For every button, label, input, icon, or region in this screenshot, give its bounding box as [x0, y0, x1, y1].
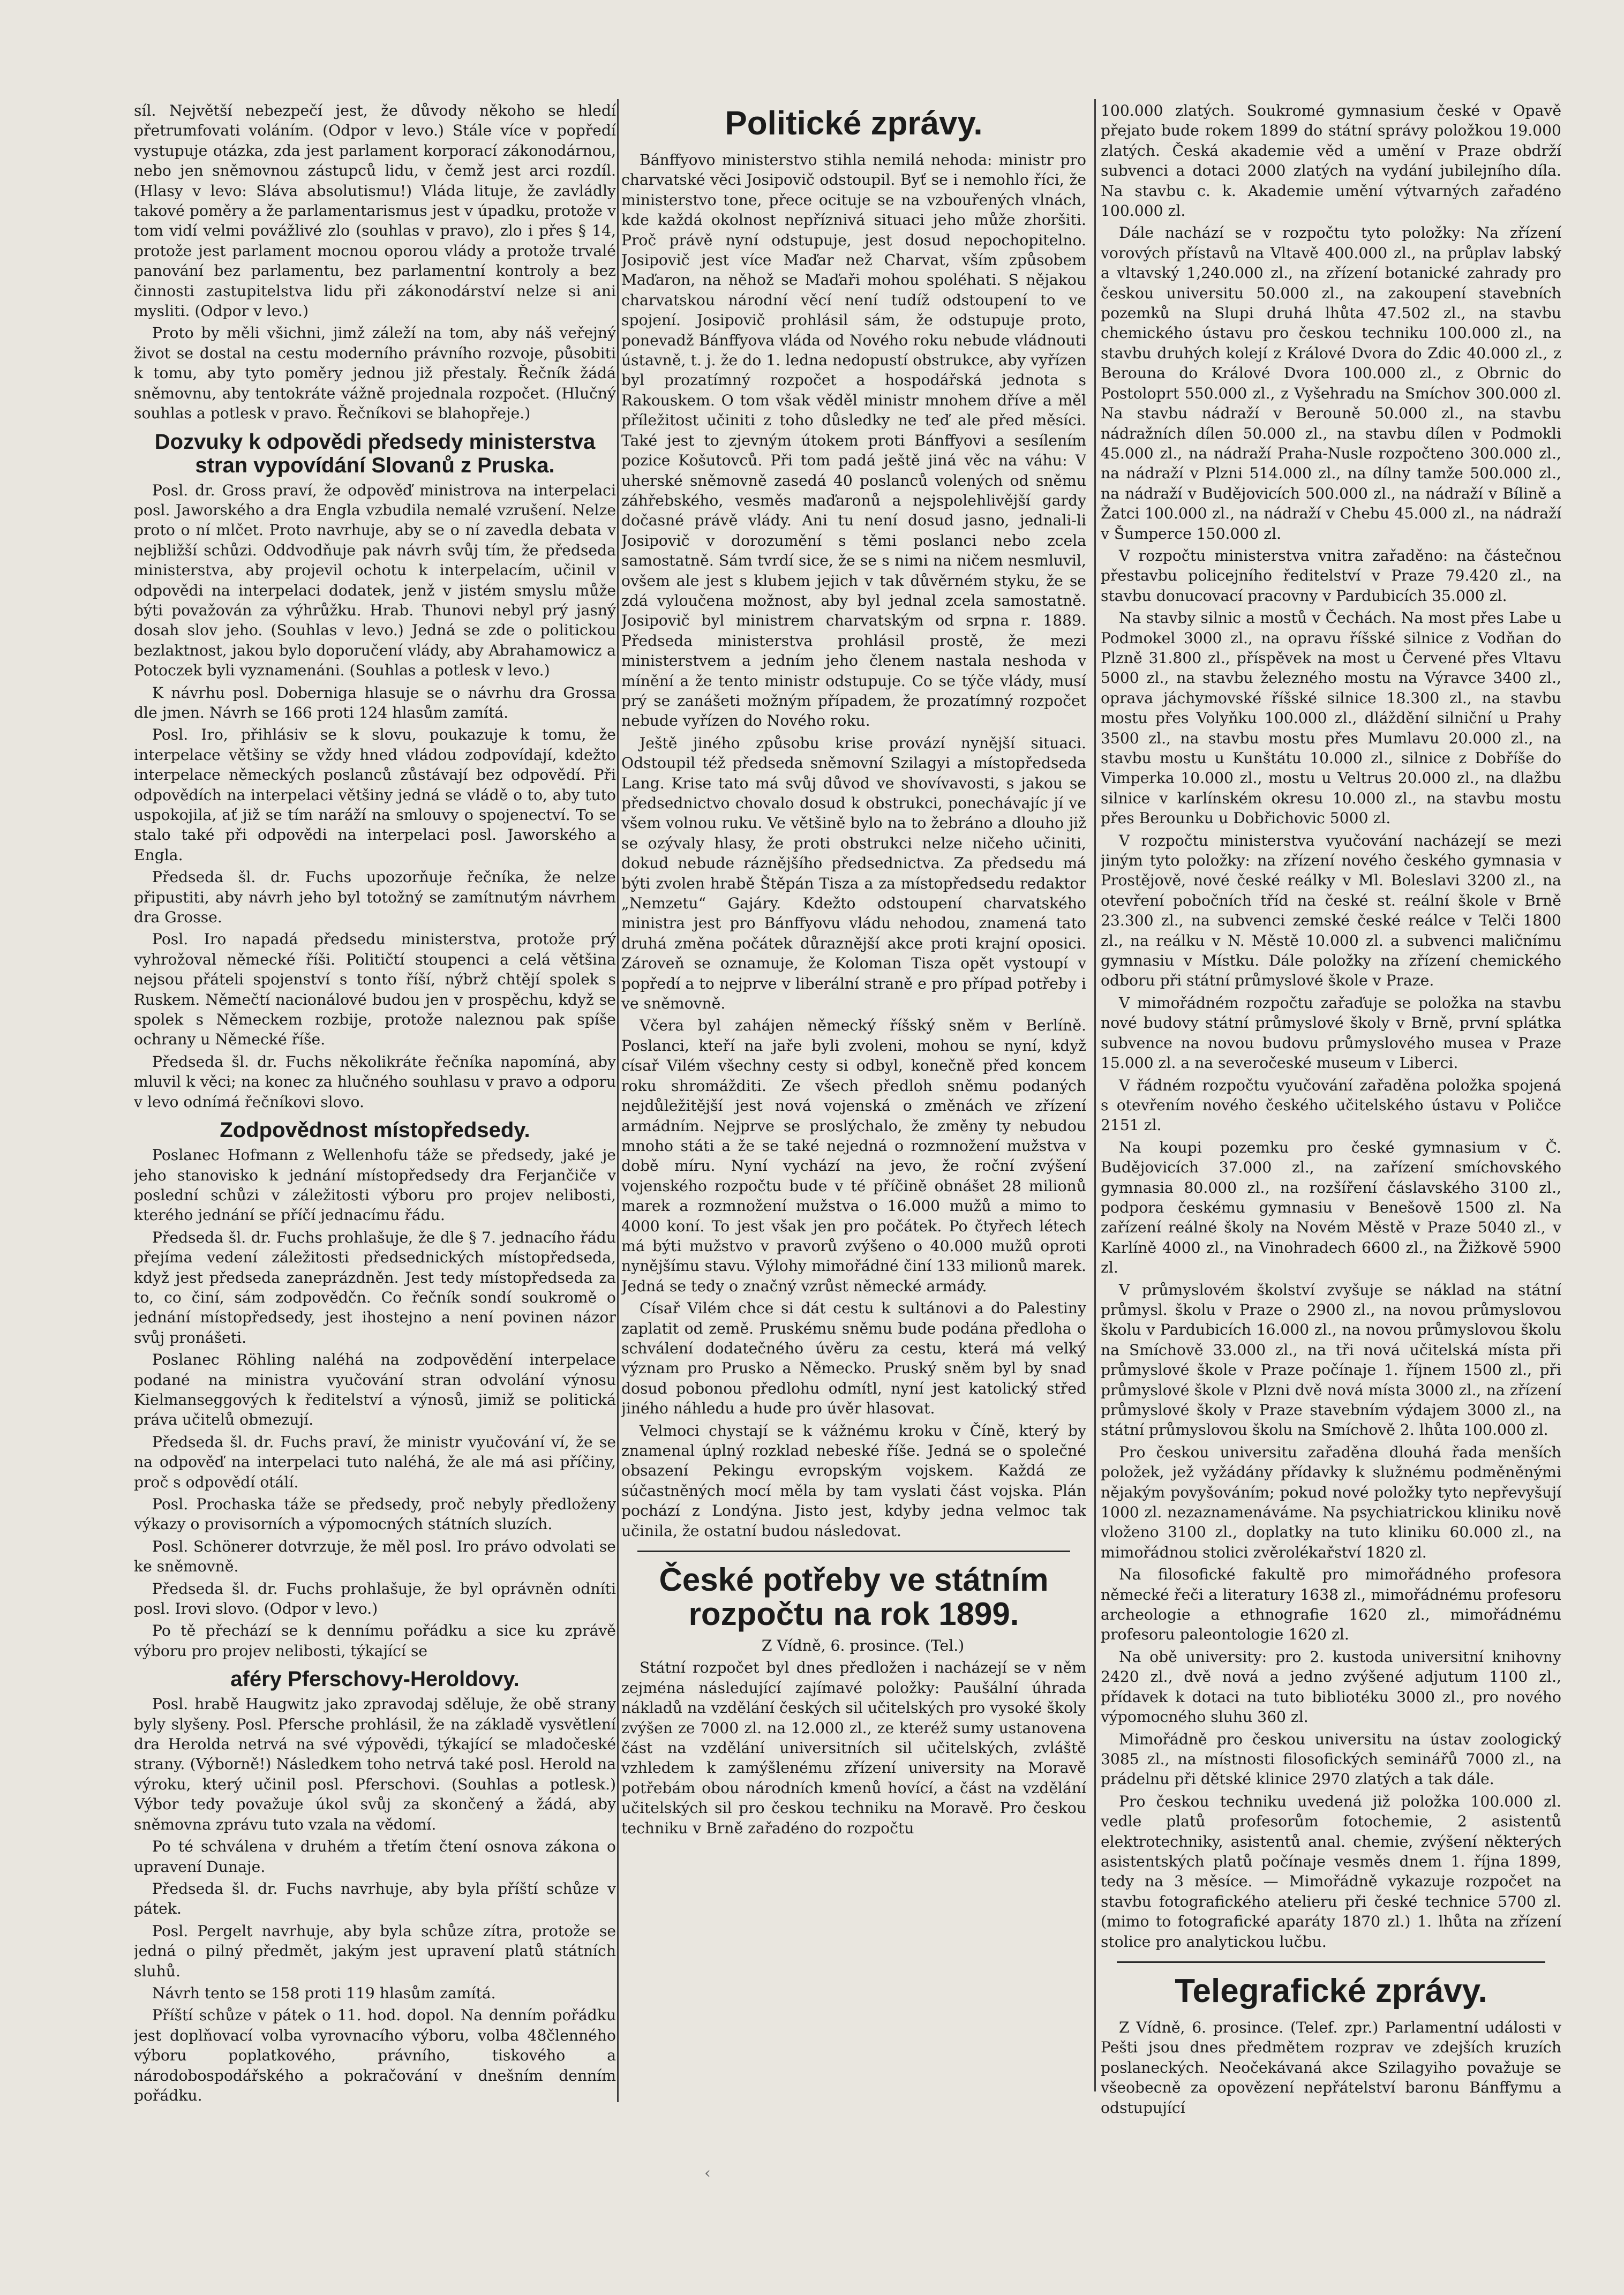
paragraph: V řádném rozpočtu vyučování zařaděna položka spojená s otevřením nového českého učitelského ústavu v Poličce 2151 zl.: [1101, 1076, 1561, 1134]
paragraph: K návrhu posl. Doberniga hlasuje se o návrhu dra Grossa dle jmen. Návrh se 166 proti 124 hlasům zamítá.: [134, 683, 616, 721]
section-heading: Dozvuky k odpovědi předsedy ministerstva stran vypovídání Slovanů z Pruska.: [154, 430, 596, 477]
paragraph: Proto by měli všichni, jimž záleží na tom, aby náš veřejný život se dostal na cestu moderního právního rozvoje, působiti k tomu, aby tyto poměry jednou již přestaly. Řečník žádá sněmovnu, aby tentokráte vážně projednala rozpočet. (Hlučný souhlas a potlesk v pravo. Řečníkovi se blahopřeje.): [134, 324, 616, 423]
column-rule: [617, 99, 619, 2102]
paragraph: Posl. Schönerer dotvrzuje, že měl posl. Iro právo odvolati se ke sněmovně.: [134, 1537, 616, 1576]
paragraph: Ještě jiného způsobu krise provází nynější situaci. Odstoupil též předseda sněmovní Szilagyi a místopředseda Lang. Krise tato má svůj důvod ve shovívavosti, s jakou se předsednictvo chovalo dosud k obstrukci, ponechávajíc jí ve všem volnou ruku. Ve většině bylo na to žebráno a dlouho již se ozývaly hlasy, že proti obstrukci nelze ničeho učiniti, dokud nebude ráznějšího předsednictva. Za předsedu má býti zvolen hrabě Štěpán Tisza a za místopředsedu redaktor „Nemzetu“ Gajáry. Kdežto odstoupení charvatského ministra jest pro Bánffyovu vládu nehodou, znamená tato druhá změna počátek důraznější akce proti krajní oposici. Zároveň se oznamuje, že Koloman Tisza opět vystoupí v popředí a to nejprve v liberální straně e pro případ potřeby i ve sněmovně.: [621, 734, 1086, 1013]
paragraph: Předseda šl. dr. Fuchs několikráte řečníka napomíná, aby mluvil k věci; na konec za hlučného souhlasu v pravo a odporu v levo odnímá řečníkovi slovo.: [134, 1052, 616, 1111]
paragraph: Posl. hrabě Haugwitz jako zpravodaj sděluje, že obě strany byly slyšeny. Posl. Pfersche prohlásil, že na základě vysvětlení dra Herolda netrvá na své výpovědi, týkající se mladočeské strany. (Výborně!) Následkem toho netrvá také posl. Herold na výroku, který učinil posl. Pferschovi. (Souhlas a potlesk.) Výbor tedy považuje úkol svůj za skončený a žádá, aby sněmovna zprávu tuto vzala na vědomí.: [134, 1695, 616, 1833]
paragraph: Velmoci chystají se k vážnému kroku v Číně, který by znamenal úplný rozklad nebeské říše. Jedná se o společné obsazení Pekingu evropským vojskem. Každá ze súčastněných mocí měla by tam vyslati část vojska. Plán pochází z Londýna. Jisto jest, kdyby jedna velmoc tak učinila, že ostatní budou následovat.: [621, 1421, 1086, 1540]
paragraph: V rozpočtu ministerstva vyučování nacházejí se mezi jiným tyto položky: na zřízení nového českého gymnasia v Prostějově, nové české reálky v Ml. Boleslavi 3200 zl., na otevření pobočních tříd na české st. reální škole v Brně 23.300 zl., na subvenci zemské české reálce v Telči 1800 zl., na reálku v N. Městě 10.000 zl. a subvenci maličnímu gymnasiu v Místku. Dále položky na zřízení chemického odboru při státní průmyslové škole v Praze.: [1101, 831, 1561, 990]
paragraph: Návrh tento se 158 proti 119 hlasům zamítá.: [152, 1984, 496, 2002]
paragraph: síl. Největší nebezpečí jest, že důvody někoho se hledí přetrumfovati voláním. (Odpor v levo.) Stále více v popředí vystupuje otázka, zda jest parlament korporací zákonodárnou, nebo jen sněmovnou zástupců lidu, v čemž jest arci rozdíl. (Hlasy v levo: Sláva absolutismu!) Vláda lituje, že zavládly takové poměry a že parlamentarismus jest v úpadku, protože v tom vidí velmi povážlivé zlo (souhlas v pravo), zlo i přes § 14, protože jest parlament mocnou oporou vlády a protože trvalé panování bez parlamentu, bez parlamentní kontroly a bez činnosti zastupitelstva lidu při zákonodárství nelze si ani mysliti. (Odpor v levo.): [134, 102, 616, 320]
section-separator: [1117, 1961, 1545, 1963]
paragraph: Předseda šl. dr. Fuchs prohlašuje, že dle § 7. jednacího řádu přejíma vedení záležitosti předsednických místopředseda, když jest předseda zaneprázdněn. Jest tedy místopředseda za to, co činí, sám zodpovědčn. Co řečník sondí soukromě o jednání místopředsedy, jest ihostejno a není povinen názor svůj pronášeti.: [134, 1228, 616, 1346]
paragraph: Po té schválena v druhém a třetím čtení osnova zákona o upravení Dunaje.: [134, 1838, 616, 1876]
paragraph: 100.000 zlatých. Soukromé gymnasium české v Opavě přejato bude rokem 1899 do státní správy položkou 19.000 zlatých. Česká akademie věd a umění v Praze obdrží subvenci a dotaci 2000 zlatých na vydání jubilejního díla. Na stavbu c. k. Akademie umění výtvarných zařadéno 100.000 zl.: [1101, 102, 1561, 220]
paragraph: Pro českou techniku uvedená již položka 100.000 zl. vedle platů profesorům fotochemie, 2 asistentů elektrotechniky, asistentů anal. chemie, zvýšení některých asistentských platů počínaje vesměs dnem 1. října 1899, tedy na 3 měsíce. — Mimořádně vykazuje rozpočet na stavbu fotografického atelieru při české technice 5700 zl. (mimo to fotografické aparáty 1870 zl.) 1. lhůta na zřízení stolice pro analytickou lučbu.: [1101, 1792, 1561, 1951]
paragraph: Předseda šl. dr. Fuchs prohlašuje, že byl oprávněn odníti posl. Irovi slovo. (Odpor v levo.): [134, 1579, 616, 1618]
paragraph: V průmyslovém školství zvyšuje se náklad na státní průmysl. školu v Praze o 2900 zl., na novou průmyslovou školu v Pardubicích 16.000 zl., na novou průmyslovou školu na Smíchově 33.000 zl., na tři nová učitelská místa při průmyslové škole v Praze počínaje 1. říjnem 1500 zl., při průmyslové škole v Plzni dvě nová místa 3000 zl., na zřízení průmyslové školy v Praze stavebním výdajem 3000 zl., na státní průmyslovou školu na Smíchově 2. lhůta 100.000 zl.: [1101, 1281, 1561, 1439]
dateline: Z Vídně, 6. prosince. (Tel.): [761, 1637, 965, 1655]
paragraph: Státní rozpočet byl dnes předložen i nacházejí se v něm zejména následující zajímavé položky: Paušální úhrada nákladů na vzdělání českých sil učitelských pro vysoké školy zvýšen ze 7000 zl. na 12.000 zl., ze kteréž sumy ustanovena část na vzdělání universitních sil učitelských, zvláště vzhledem k zamýšlenému zřízení university na Moravě potřebám obou národních kmenů hovící, a část na vzdělání učitelských sil pro českou techniku na Moravě. Pro českou techniku v Brně zařadéno do rozpočtu: [621, 1659, 1086, 1837]
paragraph: Posl. Iro napadá předsedu ministerstva, protože prý vyhrožoval německé říši. Političtí stoupenci a celá většina nejsou přáteli spojenství s tonto říší, nýbrž chtějí spolek s Ruskem. Němečtí nacionálové budou jen v prospěchu, když se spolek s Německem rozbije, protože naleznou pak spíše ochrany u Německé říše.: [134, 930, 616, 1049]
paragraph: Posl. Iro, přihlásiv se k slovu, poukazuje k tomu, že interpelace většiny se vždy hned vládou zodpovídají, kdežto interpelace německých poslanců zůstávají bez odpovědí. Při odpovědích na interpelaci většiny jedná se vládě o to, aby tuto uspokojila, ať již se tím naráží na smlouvy o spojenectví. To se stalo také při odpovědi na interpelaci posl. Jaworského a Engla.: [134, 726, 616, 864]
paragraph: Poslanec Röhling naléhá na zodpovědění interpelace podané na ministra vyučování stran odvolání výnosu Kielmanseggových k ředitelství a výnosů, jimiž se politická práva učitelů obmezují.: [134, 1351, 616, 1429]
section-title: Telegrafické zprávy.: [1175, 1972, 1487, 2010]
paragraph: Po tě přechází se k dennímu pořádku a sice ku zprávě výboru pro projev nelibosti, týkající se: [134, 1622, 616, 1660]
paragraph: Včera byl zahájen německý říšský sněm v Berlíně. Poslanci, kteří na jaře byli zvoleni, mohou se nyní, když císař Vilém všechny cesty si odbyl, konečně před koncem roku shromážditi. Ze všech předloh sněmu podaných nejdůležitější jest nová vojenská o změnách ve zřízení armádním. Nejprve se proslýchalo, že změny ty nebudou mnoho státi a že se také nejedná o rozmnožení mužstva v době míru. Nyní vychází na jevo, že roční zvýšení vojenského rozpočtu bude v té příčině obnášet 28 milionů marek a rozmnožení mužstva o 16.000 mužů a mimo to 4000 koní. To jest však jen pro počátek. Po čtyřech létech má býti mužstvo v pravorů zvýšeno o 40.000 mužů oproti nynějšímu stavu. Výlohy mimořádné činí 133 milionů marek. Jedná se tedy o značný vzrůst německé armády.: [621, 1017, 1086, 1295]
paragraph: Posl. Pergelt navrhuje, aby byla schůze zítra, protože se jedná o pilný předmět, jakým jest upravení platů státních sluhů.: [134, 1922, 616, 1980]
column-rule: [1094, 99, 1096, 2091]
page-mark: ‹: [704, 2164, 711, 2183]
paragraph: Na koupi pozemku pro české gymnasium v Č. Budějovicích 37.000 zl., na zařízení smíchovského gymnasia 80.000 zl., na rozšíření čáslavského 3100 zl., podpora českému gymnasiu v Benešově 1500 zl. Na zařízení reálné školy na Novém Městě v Praze 5040 zl., v Karlíně 4000 zl., na Vinohradech 6600 zl., na Žižkově 5900 zl.: [1101, 1138, 1561, 1277]
paragraph: Předseda šl. dr. Fuchs upozorňuje řečníka, že nelze připustiti, aby návrh jeho byl totožný se zamítnutým návrhem dra Grosse.: [134, 868, 616, 927]
section-heading: aféry Pferschovy-Heroldovy.: [230, 1667, 520, 1691]
paragraph: Posl. Prochaska táže se předsedy, proč nebyly předloženy výkazy o provisorních a výpomocných státních sluzích.: [134, 1495, 616, 1533]
paragraph: Bánffyovo ministerstvo stihla nemilá nehoda: ministr pro charvatské věci Josipovič odstoupil. Byť se i nemohlo říci, že ministerstvo tone, přece ocituje se na vzbouřených vlnách, kde každá okolnost nepříznivá situaci jeho může zhoršiti. Proč právě nyní odstupuje, jest dosud nepochopitelno. Josipovič jest více Maďar než Charvat, vším způsobem Maďaron, na něhož se Maďaři mohou spoléhati. S nějakou charvatskou národní věcí není tudíž odstoupení to ve spojení. Josipovič prohlásil sám, že odstupuje proto, ponevadž Bánffyova vláda od Nového roku nebude vládnouti ústavně, t. j. že do 1. ledna nedopustí obstrukce, aby vyřízen byl prozatímný rozpočet a hospodářská jednota s Rakouskem. O tom však věděl ministr mnohem dříve a měl příležitost učiniti z toho důsledky ne teď ale před měsíci. Také jest to zjevným útokem proti Bánffyovi a sesílením pozice Košutovců. Při tom padá ještě jiná věc na váhu: V uherské sněmovně zasedá 40 poslanců volených od sněmu záhřebského, vesměs maďaronů a nejspolehlivější gardy dočasné právě vlády. Ani tu není dosud jasno, jednali-li Josipovič v dorozumění s těmi poslanci nebo zcela samostatně. Sám tvrdí sice, že se s nimi na ničem nesmluvil, ovšem ale jest s klubem jejich v tak důvěrném styku, že se zdá vyloučena možnost, aby byl jednal zcela samostatně. Josipovič byl ministrem charvatským od srpna r. 1889. Předseda ministerstva prohlásil prostě, že mezi ministerstvem a jedním jeho členem nastala neshoda v mínění a že tento ministr odstupuje. Co se týče vlády, musí prý se zanášeti možným případem, že prozatímný rozpočet nebude vyřízen do Nového roku.: [621, 151, 1086, 730]
section-heading: Zodpovědnost místopředsedy.: [220, 1118, 530, 1142]
column-middle: [621, 101, 1086, 2189]
paragraph: Pro českou universitu zařaděna dlouhá řada menších položek, jež vyžádány přídavky k služnému podměněnými nějakým povyšováním; pokud nové položky tyto nepřevyšují 1000 zl. nezaznamenáváme. Na psychiatrickou kliniku nově vloženo 3100 zl., doplatky na tuto kliniku 60.000 zl., na mimořádnou stolici zvěrolékařství 1820 zl.: [1101, 1443, 1561, 1561]
section-title: Politické zprávy.: [725, 105, 983, 142]
paragraph: Poslanec Hofmann z Wellenhofu táže se předsedy, jaké je jeho stanovisko k jednání místopředsedy dra Ferjančiče v poslední schůzi v záležitosti výboru pro projev nelibosti, kterého jednání se příčí jednacímu řádu.: [134, 1146, 616, 1224]
section-separator: [637, 1551, 1070, 1552]
paragraph: Mimořádně pro českou universitu na ústav zoologický 3085 zl., na místnosti filosofických seminářů 7000 zl., na prádelnu při dětské klinice 2970 zlatých a tak dále.: [1101, 1730, 1561, 1788]
paragraph: V mimořádném rozpočtu zařaďuje se položka na stavbu nové budovy státní průmyslové školy v Brně, první splátka subvence na novou budovu průmyslového musea v Praze 15.000 zl. a na severočeské museum v Liberci.: [1101, 994, 1561, 1072]
paragraph: Na filosofické fakultě pro mimořádného profesora německé řeči a literatury 1638 zl., mimořádnému profesoru archeologie a ethnografie 1620 zl., mimořádnému profesoru paleontologie 1620 zl.: [1101, 1566, 1561, 1644]
paragraph: Na stavby silnic a mostů v Čechách. Na most přes Labe u Podmokel 3000 zl., na opravu říšské silnice z Vodňan do Plzně 31.800 zl., příspěvek na most u Červené přes Vltavu 5000 zl., na stavbu železného mostu na Výravce 3400 zl., oprava jáchymovské říšské silnice 18.300 zl., na stavbu mostu přes Volyňku 100.000 zl., dláždění silniční u Prahy 3500 zl., na stavbu mostu přes Mumlavu 20.000 zl., na stavbu mostu u Kunštátu 10.000 zl., silnice z Dobříše do Vimperka 10.000 zl., mostu u Veltrus 20.000 zl., na dlažbu silnice v karlínském okresu 10.000 zl., na stavbu mostu přes Berounku u Dobřichovic 5000 zl.: [1101, 609, 1561, 827]
paragraph: Císař Vilém chce si dát cestu k sultánovi a do Palestiny zaplatit od země. Pruskému sněmu bude podána předloha o schválení dodatečného úvěru za cestu, která má velký význam pro Prusko a Německo. Pruský sněm byl by snad dosud pobonou předlohu odmítl, nyní jest katolický střed jiného náhledu a hude pro úvěr hlasovat.: [621, 1299, 1086, 1418]
paragraph: Příští schůze v pátek o 11. hod. dopol. Na denním pořádku jest doplňovací volba vyrovnacího výboru, volba 48členného výboru poplatkového, právního, tiskového a národobospodářského a pokračování v dnešním denním pořádku.: [134, 2006, 616, 2104]
article-headline: České potřeby ve státním rozpočtu na rok 1899.: [659, 1562, 1049, 1632]
paragraph: Posl. dr. Gross praví, že odpověď ministrova na interpelaci posl. Jaworského a dra Engla vzbudila nemalé vzrušení. Nelze proto o ní mlčet. Proto navrhuje, aby se o ní zavedla debata v nejbližší schůzi. Oddvodňuje pak návrh svůj tím, že předseda ministerstva, aby projevil ochotu k interpelacím, učinil v odpovědi na interpelaci dodatek, jenž v jistém smyslu může býti považován za výhrůžku. Hrab. Thunovi nebyl prý jasný dosah slov jeho. (Souhlas v levo.) Jedná se zde o politickou bezlaktnost, jakou bylo doporučení vlády, aby Abrahamowicz a Potoczek byli vyznamenáni. (Souhlas a potlesk v levo.): [134, 481, 616, 680]
paragraph: Předseda šl. dr. Fuchs navrhuje, aby byla příští schůze v pátek.: [134, 1879, 616, 1918]
paragraph: Předseda šl. dr. Fuchs praví, že ministr vyučování ví, že se na odpověď na interpelaci tuto naléhá, že ale má asi příčiny, proč s odpovědí otálí.: [134, 1433, 616, 1491]
paragraph: V rozpočtu ministerstva vnitra zařaděno: na částečnou přestavbu policejního ředitelství v Praze 79.420 zl., na stavbu donucovací pracovny v Pardubicích 35.000 zl.: [1101, 546, 1561, 605]
column-left: [134, 101, 616, 2115]
column-right: [1101, 101, 1561, 2189]
paragraph: Dále nachází se v rozpočtu tyto položky: Na zřízení vorových přístavů na Vltavě 400.000 zl., na průplav labský a vltavský 1,240.000 zl., na zřízení botanické zahrady pro českou universitu 50.000 zl., na zakoupení stavebních pozemků na Slupi druhá lhůta 47.502 zl., na stavbu chemického ústavu pro českou techniku 100.000 zl., na stavbu druhých kolejí z Králové Dvora do Zdic 40.000 zl., z Berouna do Králové Dvora 100.000 zl., z Obrnic do Postoloprt 550.000 zl., z Vyšehradu na Smíchov 300.000 zl. Na stavbu nádraží v Berouně 50.000 zl., na stavbu nádražních dílen 50.000 zl., na stavbu dílen v Podmokli 45.000 zl., na nádraží Praha-Nusle rozpočteno 300.000 zl., na nádraží v Plzni 514.000 zl., na dílny tamže 500.000 zl., na nádraží v Budějovicích 500.000 zl., na nádraží v Bílině a Žatci 100.000 zl., na nádraží v Chebu 45.000 zl., na nádraží v Šumperce 150.000 zl.: [1101, 224, 1561, 543]
paragraph: Z Vídně, 6. prosince. (Telef. zpr.) Parlamentní události v Pešti jsou dnes předmětem rozprav ve zdejších kruzích poslaneckých. Neočekávaná akce Szilagyiho považuje se všeobecně za opovězení nepřátelství baronu Bánffymu a odstupující: [1101, 2018, 1561, 2117]
paragraph: Na obě university: pro 2. kustoda universitní knihovny 2420 zl., dvě nová a jedno zvýšené adjutum 1100 zl., přídavek k dotaci na tuto bibliotéku 3000 zl., pro nového výpomocného sluhu 360 zl.: [1101, 1647, 1561, 1726]
